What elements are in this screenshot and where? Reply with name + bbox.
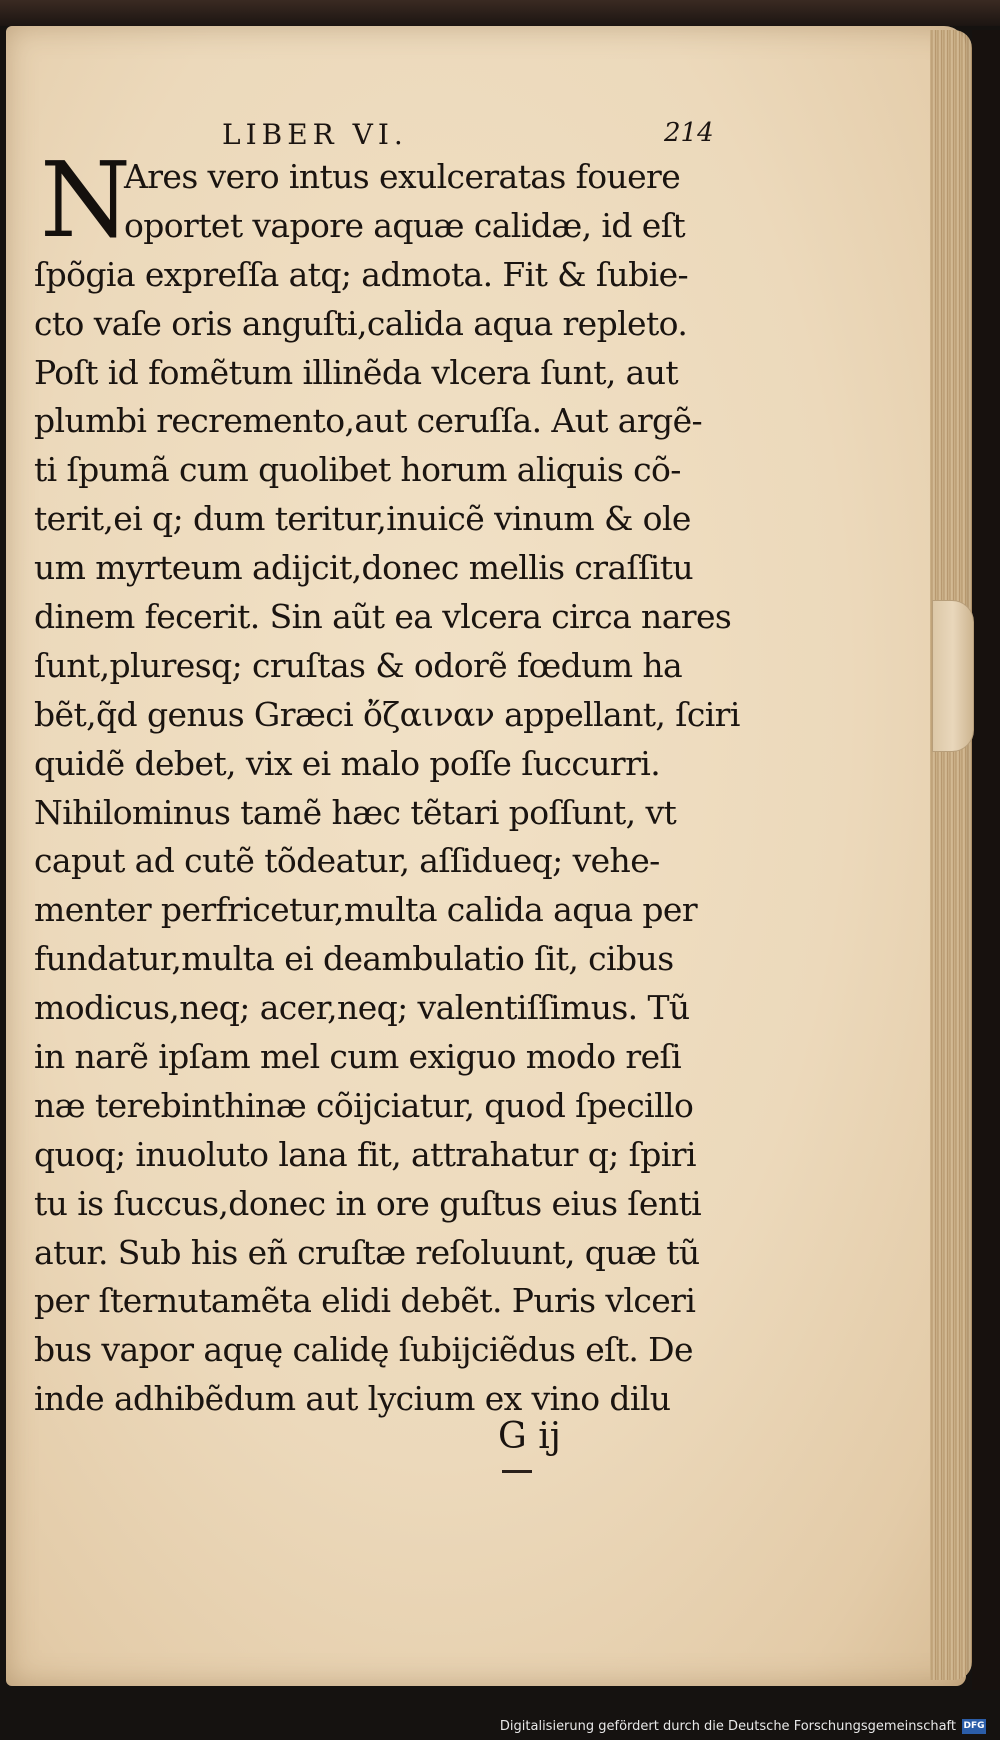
- text-line: dinem fecerit. Sin aũt ea vlcera circa nares: [34, 597, 732, 637]
- text-line: quoq; inuoluto lana fit, attrahatur q; ſpiri: [34, 1134, 696, 1174]
- text-line: menter perfricetur,multa calida aqua per: [34, 890, 697, 930]
- text-line: in narẽ ipſam mel cum exiguo modo reſi: [34, 1037, 682, 1077]
- text-line: terit,ei q; dum teritur,inuicẽ vinum & ole: [34, 499, 691, 539]
- page-number: 214: [664, 118, 714, 148]
- text-line: Poſt id fomẽtum illinẽda vlcera ſunt, aut: [34, 352, 679, 392]
- text-line: Nihilominus tamẽ hæc tẽtari poſſunt, vt: [34, 792, 677, 832]
- drop-cap: N: [40, 139, 131, 261]
- text-line: bus vapor aquę calidę ſubijciẽdus eſt. De: [34, 1330, 693, 1370]
- text-line: oportet vapore aquæ calidæ, id eſt: [124, 205, 685, 245]
- text-line: Ares vero intus exulceratas fouere: [124, 157, 681, 196]
- running-title: LIBER VI.: [222, 118, 408, 151]
- page-header: [0, 118, 1000, 158]
- dfg-logo-icon: DFG: [962, 1719, 986, 1734]
- text-line: ſpõgia expreſſa atq; admota. Fit & ſubie-: [34, 254, 689, 294]
- text-line: inde adhibẽdum aut lycium ex vino dilu: [34, 1379, 671, 1419]
- text-line: quidẽ debet, vix ei malo poſſe ſuccurri.: [34, 743, 661, 783]
- text-line: næ terebinthinæ cõijciatur, quod ſpecillo: [34, 1085, 694, 1125]
- text-line: um myrteum adijcit,donec mellis craſſitu: [34, 548, 694, 588]
- digitization-notice-bar: [500, 1716, 986, 1736]
- digitization-notice: Digitalisierung gefördert durch die Deutsche Forschungsgemeinschaft: [499, 1718, 956, 1734]
- text-line: ſunt,pluresq; cruſtas & odorẽ fœdum ha: [34, 645, 683, 685]
- scan-background-top: [0, 0, 1000, 26]
- text-line: per ſternutamẽta elidi debẽt. Puris vlceri: [34, 1281, 696, 1321]
- text-line: bẽt,q̃d genus Græci ὄζαιναν appellant, ſciri: [34, 694, 740, 734]
- signature-underline: [502, 1470, 532, 1473]
- scan-background-right: [972, 30, 1000, 1690]
- text-line: tu is ſuccus,donec in ore guſtus eius ſenti: [34, 1183, 702, 1223]
- text-line: plumbi recremento,aut ceruſſa. Aut argẽ-: [34, 401, 703, 441]
- text-line: caput ad cutẽ tõdeatur, aſſidueq; vehe-: [34, 841, 660, 881]
- text-line: fundatur,multa ei deambulatio ſit, cibus: [34, 939, 674, 979]
- bookmark-tab: [932, 600, 974, 752]
- main-text-block: [34, 153, 740, 1424]
- signature-mark: G ij: [498, 1416, 561, 1457]
- text-line: cto vaſe oris anguſti,calida aqua repleto.: [34, 303, 688, 343]
- page-fore-edge: [930, 30, 972, 1680]
- text-line: ti ſpumã cum quolibet horum aliquis cõ-: [34, 450, 681, 490]
- text-line: atur. Sub his eñ cruſtæ reſoluunt, quæ tũ: [34, 1232, 700, 1272]
- text-line: modicus,neq; acer,neq; valentiſſimus. Tũ: [34, 988, 690, 1028]
